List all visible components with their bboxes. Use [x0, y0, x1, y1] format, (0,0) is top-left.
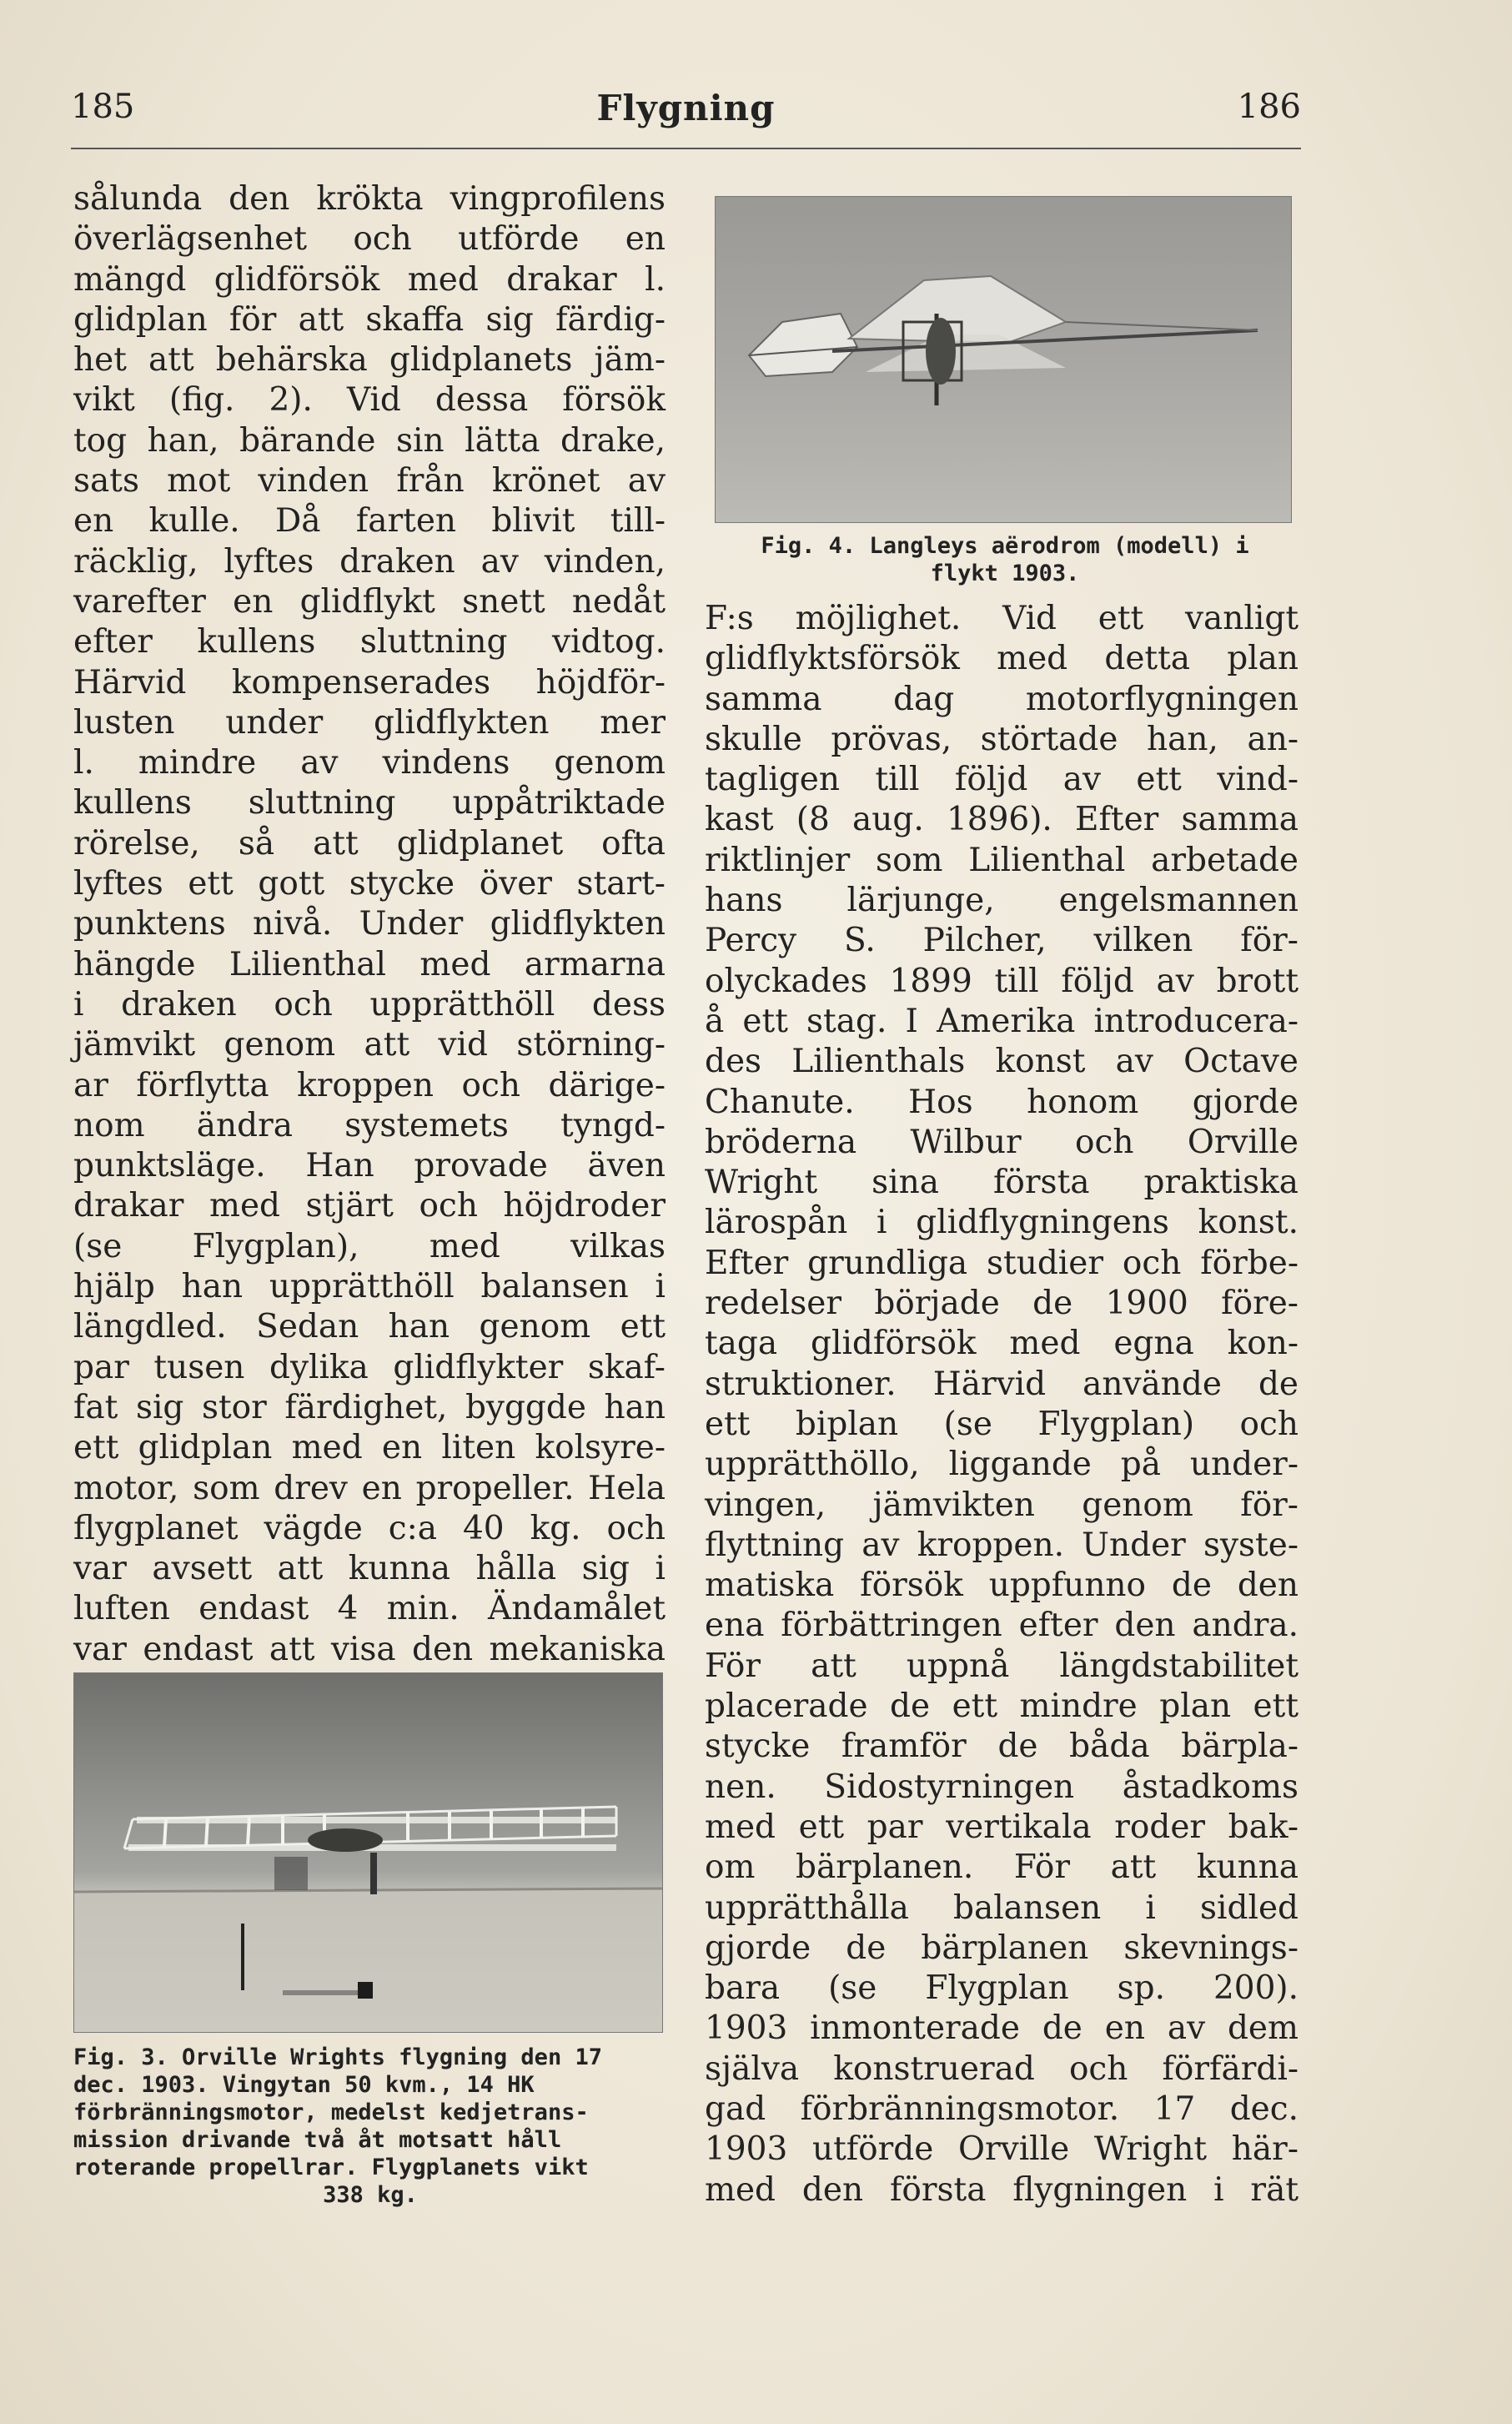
caption-line: förbränningsmotor, medelst kedjetrans- — [73, 2100, 589, 2125]
text-line: överlägsenhet och utförde en — [73, 220, 666, 259]
text-line: varefter en glidflykt snett nedåt — [73, 582, 666, 621]
text-line: jämvikt genom att vid störning- — [73, 1026, 666, 1064]
text-line: gjorde de bärplanen skevnings- — [705, 1929, 1299, 1967]
text-line: ena förbättringen efter den andra. — [705, 1607, 1299, 1645]
figure-4-caption — [709, 532, 1301, 587]
text-line: hans lärjunge, engelsmannen — [705, 882, 1299, 920]
right-text-column — [705, 599, 1299, 2210]
text-line: (se Flygplan), med vilkas — [73, 1227, 666, 1265]
left-page-number: 185 — [71, 88, 135, 126]
text-line: efter kullens sluttning vidtog. — [73, 623, 666, 661]
text-line: själva konstruerad och förfärdi- — [705, 2049, 1299, 2088]
text-line: Chanute. Hos honom gjorde — [705, 1083, 1299, 1121]
langley-aerodrome-illustration — [716, 197, 1291, 522]
text-line: des Lilienthals konst av Octave — [705, 1043, 1299, 1081]
text-line: placerade de ett mindre plan ett — [705, 1687, 1299, 1726]
text-line: ett glidplan med en liten kolsyre- — [73, 1429, 666, 1467]
right-page-number: 186 — [1237, 88, 1301, 126]
text-line: rörelse, så att glidplanet ofta — [73, 824, 666, 862]
text-line: en kulle. Då farten blivit till- — [73, 502, 666, 541]
text-line: kullens sluttning uppåtriktade — [73, 784, 666, 822]
text-line: fat sig stor färdighet, byggde han — [73, 1388, 666, 1426]
text-line: flygplanet vägde c:a 40 kg. och — [73, 1509, 666, 1547]
text-line: vikt (fig. 2). Vid dessa försök — [73, 381, 666, 420]
text-line: par tusen dylika glidflykter skaf- — [73, 1348, 666, 1386]
page-header — [71, 88, 1301, 149]
text-line: med den första flygningen i rät — [705, 2170, 1299, 2209]
text-line: tog han, bärande sin lätta drake, — [73, 421, 666, 460]
running-title: Flygning — [596, 88, 776, 128]
text-line: het att behärska glidplanets jäm- — [73, 341, 666, 380]
text-line: l. mindre av vindens genom — [73, 744, 666, 782]
text-line: bröderna Wilbur och Orville — [705, 1123, 1299, 1161]
text-line: upprätthålla balansen i sidled — [705, 1888, 1299, 1927]
text-line: gad förbränningsmotor. 17 dec. — [705, 2090, 1299, 2128]
text-line: vingen, jämvikten genom för- — [705, 1486, 1299, 1524]
text-line: nen. Sidostyrningen åstadkoms — [705, 1768, 1299, 1806]
text-line: Wright sina första praktiska — [705, 1164, 1299, 1202]
text-line: hängde Lilienthal med armarna — [73, 945, 666, 983]
langley-aerodrome-photo — [715, 196, 1292, 523]
figure-3-caption — [73, 2044, 667, 2209]
text-line: lyftes ett gott stycke över start- — [73, 865, 666, 903]
caption-line: Fig. 3. Orville Wrights flygning den 17 — [73, 2044, 602, 2070]
caption-line: mission drivande två åt motsatt håll — [73, 2127, 562, 2153]
text-line: var endast att visa den mekaniska — [73, 1630, 666, 1668]
wright-flyer-illustration — [74, 1673, 662, 2032]
caption-line: roterande propellrar. Flygplanets vikt — [73, 2155, 589, 2180]
text-line: nom ändra systemets tyngd- — [73, 1106, 666, 1144]
text-line: stycke framför de båda bärpla- — [705, 1727, 1299, 1766]
text-line: längdled. Sedan han genom ett — [73, 1308, 666, 1346]
text-line: F:s möjlighet. Vid ett vanligt — [705, 600, 1299, 637]
text-line: glidplan för att skaffa sig färdig- — [73, 300, 666, 339]
text-line: sats mot vinden från krönet av — [73, 462, 666, 500]
wright-flyer-photo — [73, 1672, 663, 2033]
left-text-column — [73, 179, 666, 1670]
text-line: ett biplan (se Flygplan) och — [705, 1405, 1299, 1443]
text-line: 1903 inmonterade de en av dem — [705, 2009, 1299, 2048]
text-line: sålunda den krökta vingprofilens — [73, 180, 666, 218]
text-line: flyttning av kroppen. Under syste- — [705, 1526, 1299, 1564]
text-line: olyckades 1899 till följd av brott — [705, 962, 1299, 1000]
text-line: 1903 utförde Orville Wright här- — [705, 2130, 1299, 2169]
text-line: glidflyktsförsök med detta plan — [705, 640, 1299, 678]
text-line: bara (se Flygplan sp. 200). — [705, 1969, 1299, 2008]
text-line: å ett stag. I Amerika introducera- — [705, 1002, 1299, 1040]
caption-line: dec. 1903. Vingytan 50 kvm., 14 HK — [73, 2072, 535, 2098]
text-line: matiska försök uppfunno de den — [705, 1567, 1299, 1605]
text-line: samma dag motorflygningen — [705, 680, 1299, 718]
text-line: motor, som drev en propeller. Hela — [73, 1469, 666, 1507]
caption-line: Fig. 4. Langleys aërodrom (modell) i — [761, 533, 1249, 559]
text-line: drakar med stjärt och höjdroder — [73, 1187, 666, 1225]
text-line: med ett par vertikala roder bak- — [705, 1808, 1299, 1846]
text-line: mängd glidförsök med drakar l. — [73, 260, 666, 299]
caption-line: flykt 1903. — [930, 561, 1080, 586]
text-line: punktsläge. Han provade även — [73, 1147, 666, 1185]
text-line: kast (8 aug. 1896). Efter samma — [705, 801, 1299, 839]
text-line: struktioner. Härvid använde de — [705, 1365, 1299, 1403]
text-line: tagligen till följd av ett vind- — [705, 761, 1299, 799]
text-line: hjälp han upprätthöll balansen i — [73, 1268, 666, 1306]
text-line: om bärplanen. För att kunna — [705, 1848, 1299, 1887]
text-line: var avsett att kunna hålla sig i — [73, 1550, 666, 1588]
text-line: lärospån i glidflygningens konst. — [705, 1204, 1299, 1242]
text-line: riktlinjer som Lilienthal arbetade — [705, 841, 1299, 879]
text-line: Efter grundliga studier och förbe- — [705, 1244, 1299, 1282]
text-line: För att uppnå längdstabilitet — [705, 1647, 1299, 1685]
text-line: Percy S. Pilcher, vilken för- — [705, 922, 1299, 960]
text-line: taga glidförsök med egna kon- — [705, 1325, 1299, 1363]
text-line: i draken och upprätthöll dess — [73, 985, 666, 1023]
text-line: luften endast 4 min. Ändamålet — [73, 1590, 666, 1628]
text-line: lusten under glidflykten mer — [73, 703, 666, 742]
text-line: upprätthöllo, liggande på under- — [705, 1446, 1299, 1484]
text-line: Härvid kompenserades höjdför- — [73, 663, 666, 702]
caption-line: 338 kg. — [323, 2182, 418, 2208]
text-line: räcklig, lyftes draken av vinden, — [73, 542, 666, 581]
text-line: punktens nivå. Under glidflykten — [73, 905, 666, 943]
text-line: skulle prövas, störtade han, an- — [705, 720, 1299, 758]
text-line: ar förflytta kroppen och därige- — [73, 1066, 666, 1104]
text-line: redelser började de 1900 före- — [705, 1285, 1299, 1323]
